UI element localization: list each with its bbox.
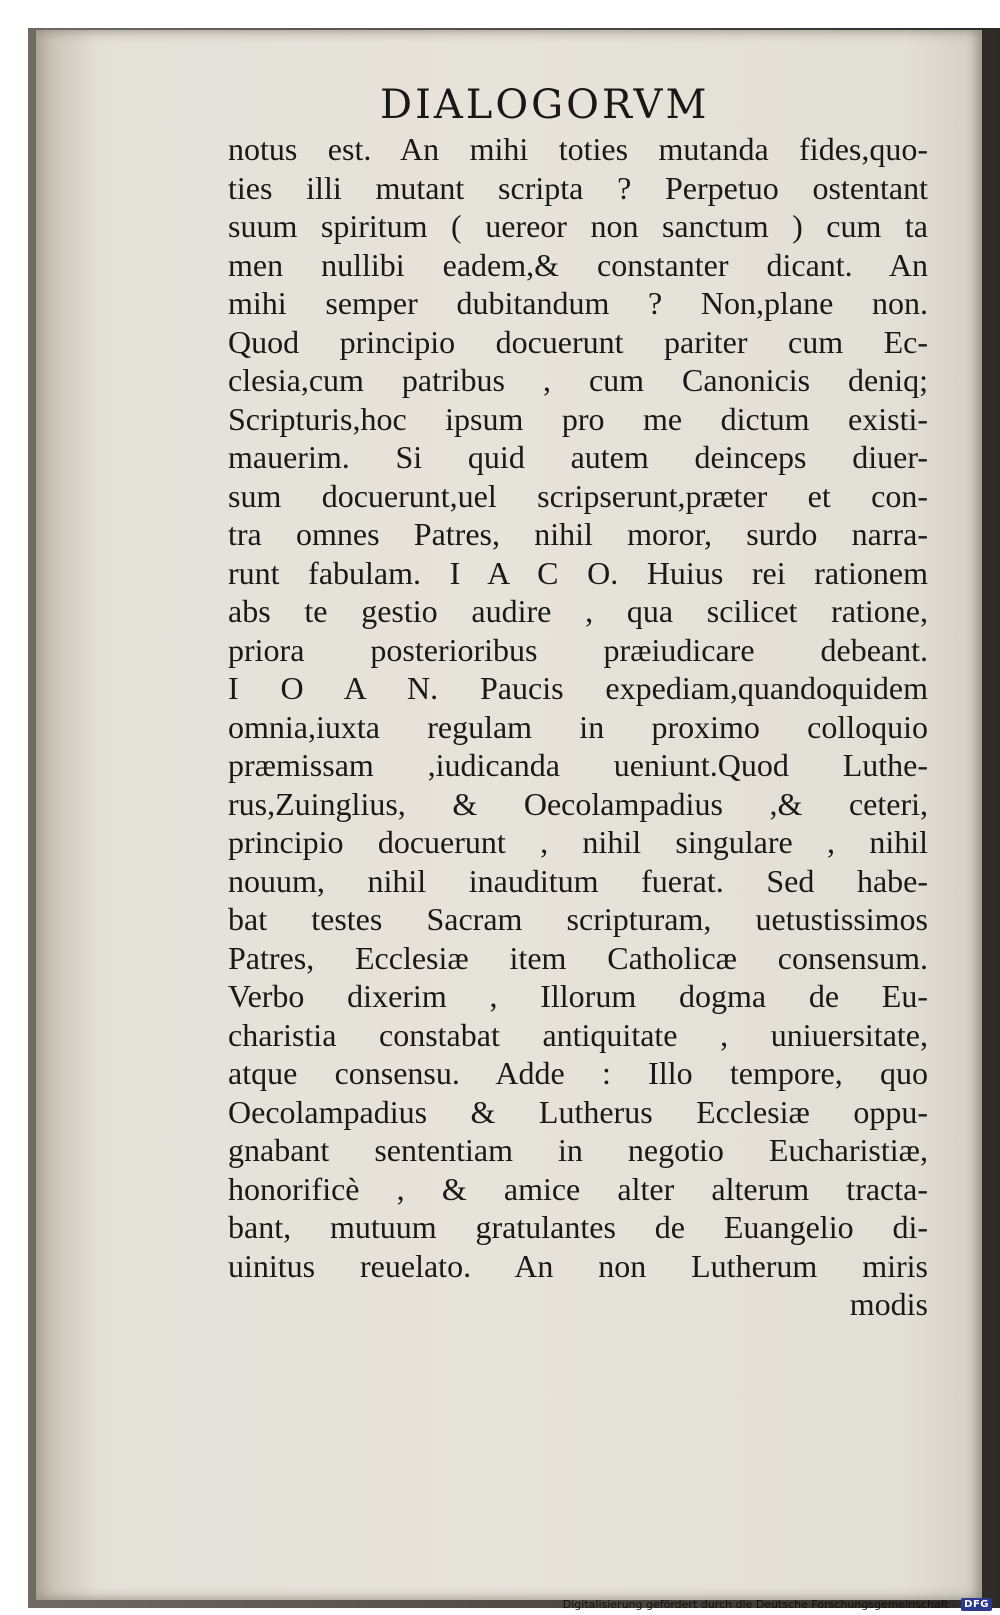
text-line: præmissam ,iudicanda ueniunt.Quod Luthe-: [228, 747, 928, 783]
text-line: runt fabulam. I A C O. Huius rei rationem: [228, 554, 928, 591]
gutter-stain: [36, 30, 96, 1600]
text-line: I O A N. Paucis expediam,quandoquidem: [228, 670, 928, 706]
text-line: notus est. An mihi toties mutanda fides,quo-: [228, 131, 928, 167]
text-line: ties illi mutant scripta ? Perpetuo ostentant: [228, 169, 928, 206]
text-line: Scripturis,hoc ipsum pro me dictum existi-: [228, 400, 928, 437]
text-line: Verbo dixerim , Illorum dogma de Eu-: [228, 978, 928, 1014]
text-line: Oecolampadius & Lutherus Ecclesiæ oppu-: [228, 1093, 928, 1130]
text-line: honorificè , & amice alter alterum tracta-: [228, 1170, 928, 1207]
text-line: priora posterioribus præiudicare debeant.: [228, 631, 928, 668]
text-block: [228, 130, 928, 1324]
text-line: suum spiritum ( uereor non sanctum ) cum ta: [228, 208, 928, 244]
text-line: atque consensu. Adde : Illo tempore, quo: [228, 1055, 928, 1091]
footer-text: Digitalisierung gefördert durch die Deutsche Forschungsgemeinschaft -: [562, 1598, 957, 1611]
text-line: abs te gestio audire , qua scilicet ratione,: [228, 593, 928, 629]
text-line: mauerim. Si quid autem deinceps diuer-: [228, 439, 928, 475]
text-line: gnabant sententiam in negotio Eucharistiæ,: [228, 1132, 928, 1168]
digitization-footer: [563, 1598, 992, 1611]
text-line: clesia,cum patribus , cum Canonicis deniq;: [228, 362, 928, 398]
catchword: modis: [849, 1286, 928, 1322]
text-line: nouum, nihil inauditum fuerat. Sed habe-: [228, 862, 928, 899]
text-line: principio docuerunt , nihil singulare , nihil: [228, 824, 928, 860]
text-line: bant, mutuum gratulantes de Euangelio di-: [228, 1209, 928, 1245]
text-line: omnia,iuxta regulam in proximo colloquio: [228, 708, 928, 745]
text-line: sum docuerunt,uel scripserunt,præter et con-: [228, 477, 928, 514]
text-line: men nullibi eadem,& constanter dicant. An: [228, 246, 928, 283]
text-line: Quod principio docuerunt pariter cum Ec-: [228, 323, 928, 360]
text-line: mihi semper dubitandum ? Non,plane non.: [228, 285, 928, 321]
text-line: charistia constabat antiquitate , uniuersitate,: [228, 1016, 928, 1053]
text-line: bat testes Sacram scripturam, uetustissimos: [228, 901, 928, 937]
text-line: Patres, Ecclesiæ item Catholicæ consensum.: [228, 939, 928, 976]
dfg-logo: DFG: [961, 1598, 992, 1611]
running-head: DIALOGORVM: [380, 82, 710, 128]
text-line: rus,Zuinglius, & Oecolampadius ,& ceteri,: [228, 785, 928, 822]
text-line: uinitus reuelato. An non Lutherum miris: [228, 1247, 928, 1284]
text-line: tra omnes Patres, nihil moror, surdo narra-: [228, 516, 928, 552]
